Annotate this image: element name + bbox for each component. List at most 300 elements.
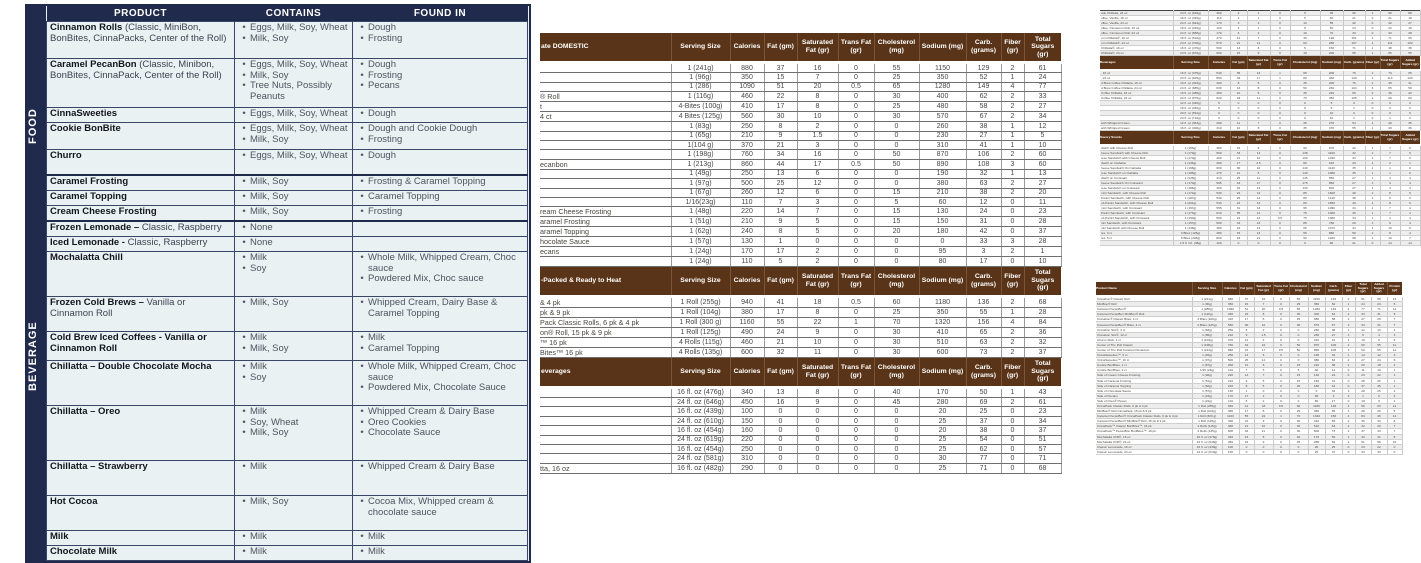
value-cell: 80 [919, 257, 966, 266]
value-cell: 1 [1387, 378, 1402, 383]
value-cell: 42 [966, 227, 1001, 237]
nutrition-row [540, 257, 1061, 266]
value-cell: 10 [1380, 226, 1400, 231]
product-name-bold: Cookie BonBite [50, 123, 121, 134]
value-cell: 36 [1400, 126, 1420, 131]
value-cell: 110 [1208, 16, 1230, 21]
bullet-item [356, 81, 524, 92]
value-cell: 50 [1289, 347, 1308, 352]
value-cell: 21 [764, 337, 797, 347]
column-header: Sodium (mg) [1308, 282, 1325, 296]
value-cell: 18 [1230, 236, 1247, 241]
found-in-cell [353, 221, 528, 237]
value-cell: 20 [1254, 307, 1273, 312]
value-cell: 0 [1273, 383, 1289, 388]
value-cell: 95 [1343, 51, 1365, 56]
value-cell: 33 [1343, 161, 1365, 166]
value-cell: 1 Roll (125g) [1192, 419, 1222, 424]
contains-cell [235, 108, 353, 123]
product-name-cell: ™ 16 pk [540, 337, 671, 347]
product-name-cell: tes, 5 ct [1100, 236, 1173, 241]
value-cell: 7 [1247, 36, 1270, 41]
value-cell: 6 [1400, 191, 1420, 196]
value-cell: 24 [1239, 419, 1254, 424]
contains-cell [235, 546, 353, 561]
value-cell: 101 [1343, 36, 1365, 41]
bullet-item [238, 407, 349, 418]
value-cell: 65 [966, 327, 1001, 337]
value-cell: 25 [1308, 449, 1325, 454]
value-cell: 25 [1289, 317, 1308, 322]
bullet-item [356, 344, 524, 355]
value-cell: 200 [1320, 81, 1343, 86]
value-cell: 0 [1273, 358, 1289, 363]
value-cell: 510 [919, 337, 966, 347]
value-cell: 0 [1270, 171, 1290, 176]
value-cell: 0 [1270, 86, 1290, 91]
value-cell: 1 (128g) [1173, 176, 1208, 181]
value-cell: 0 [1230, 116, 1247, 121]
value-cell: 1380 [1320, 216, 1343, 221]
product-name-bold: Churro [50, 150, 82, 161]
value-cell: 0 [1270, 121, 1290, 126]
value-cell: 13 [1387, 296, 1402, 302]
value-cell: 0 [1270, 21, 1290, 26]
value-cell: 0 [1365, 16, 1380, 21]
value-cell: 850 [1320, 181, 1343, 186]
product-cell [47, 175, 235, 191]
bullet-text: Frosting [368, 133, 403, 145]
product-name-bold: Caramel PecanBon [50, 59, 137, 70]
value-cell: 500 [1222, 358, 1239, 363]
value-cell: 0 [838, 207, 874, 217]
value-cell: 49 [1343, 191, 1365, 196]
value-cell: 130 [730, 237, 764, 247]
section-title: Savory Snacks [1100, 131, 1173, 146]
product-name-cell: Caramel PecanBon® MiniBon® Roll, 15 pk & 9 pk [1096, 419, 1192, 424]
column-header: Cholesterol (mg) [1290, 131, 1320, 146]
value-cell: 1 (286g) [1192, 307, 1222, 312]
value-cell: 16 [797, 63, 838, 73]
nutrition-row [540, 179, 1061, 188]
column-header: Fat (gm) [1239, 282, 1254, 296]
column-header: Sodium (mg) [919, 357, 966, 387]
value-cell: 0 [1400, 106, 1420, 111]
value-cell: 14 [1387, 307, 1402, 312]
bullet-icon: • [242, 80, 246, 91]
value-cell: 76 [1343, 70, 1365, 76]
value-cell: 0 [764, 445, 797, 454]
value-cell: 30 [919, 454, 966, 463]
product-name-detail: Vanilla or Cinnamon Roll [50, 297, 186, 319]
value-cell: 16 fl. oz (482g) [671, 463, 730, 473]
value-cell: 35 [1343, 166, 1365, 171]
product-name-cell: orn Chillatta®, 24 oz [1100, 41, 1173, 46]
bullet-icon: • [242, 206, 246, 217]
value-cell: 2 [1342, 322, 1355, 327]
value-cell: 490 [1222, 419, 1239, 424]
value-cell: 0 [1239, 449, 1254, 454]
column-header: Saturated Fat (gr) [797, 33, 838, 63]
product-name-cell [540, 188, 671, 197]
value-cell: 0 [838, 426, 874, 435]
value-cell: 2 [1001, 112, 1024, 122]
value-cell: 0 [1270, 126, 1290, 131]
product-name-cell [540, 63, 671, 73]
value-cell: 0 [797, 416, 838, 425]
value-cell: 1 (65g) [1192, 332, 1222, 337]
value-cell: 4 [1380, 181, 1400, 186]
bullet-text: Soy [250, 371, 267, 383]
value-cell: 2 [1001, 63, 1024, 73]
value-cell: 1 [1365, 36, 1380, 41]
value-cell: 180 [1308, 383, 1325, 388]
nutrition-row [1100, 196, 1420, 201]
value-cell: 0 [1001, 257, 1024, 266]
value-cell: 9 [1371, 337, 1387, 342]
value-cell: 8 [797, 92, 838, 102]
value-cell: 280 [919, 398, 966, 407]
value-cell: 80 [1320, 241, 1343, 246]
bullet-text: Milk, Soy [250, 206, 289, 217]
value-cell: 1 Roll (104g) [1192, 409, 1222, 414]
value-cell: 60 [1355, 342, 1371, 347]
value-cell: 1 [1365, 211, 1380, 216]
value-cell: 0 [1270, 241, 1290, 246]
found-in-list [356, 207, 524, 218]
bullet-item [356, 124, 524, 135]
bullet-item [356, 532, 524, 543]
value-cell: 24 [1230, 201, 1247, 206]
value-cell: 25 [874, 307, 919, 317]
bullet-item [238, 264, 349, 275]
column-header: Sodium (mg) [1320, 56, 1343, 71]
product-name-cell: on® Roll, 15 pk & 9 pk [540, 327, 671, 337]
value-cell: 110 [730, 197, 764, 206]
product-name-cell: offee, Vanilla, 24 oz [1100, 21, 1173, 26]
value-cell: 70 [874, 317, 919, 327]
value-cell: 65 [1400, 36, 1420, 41]
value-cell: 0 [1270, 236, 1290, 241]
value-cell: 33 [966, 237, 1001, 247]
value-cell: 510 [1308, 424, 1325, 429]
value-cell: 10 [1290, 51, 1320, 56]
value-cell: 35 [1343, 211, 1365, 216]
contains-list [238, 462, 349, 473]
bullet-item [238, 333, 349, 344]
found-in-cell [353, 22, 528, 59]
value-cell: 34 [1239, 342, 1254, 347]
value-cell: 0 [838, 337, 874, 347]
product-name-cell: dwich with Cheese Roll [1100, 145, 1173, 151]
bullet-icon: • [242, 496, 246, 507]
value-cell: 1 (96g) [671, 73, 730, 82]
value-cell: 1 Roll (255g) [671, 296, 730, 307]
column-header: Cholesterol (mg) [1290, 56, 1320, 71]
value-cell: 0 [1254, 444, 1273, 449]
product-name-bold: Iced Lemonade - [50, 237, 125, 248]
value-cell: 4 [1342, 307, 1355, 312]
value-cell: 0 [1308, 388, 1325, 393]
value-cell: 45 [1290, 36, 1320, 41]
value-cell: 113 [1380, 76, 1400, 81]
bullet-icon: • [360, 297, 364, 308]
value-cell: 570 [919, 112, 966, 122]
value-cell: 46 [1371, 414, 1387, 419]
value-cell: 0 [1001, 463, 1024, 473]
value-cell: 90 [1290, 236, 1320, 241]
value-cell: 63 [966, 179, 1001, 188]
value-cell: 180 [919, 227, 966, 237]
value-cell: 0 [1273, 317, 1289, 322]
value-cell: 8 [1247, 145, 1270, 151]
allergen-row [47, 206, 528, 222]
value-cell: 1150 [919, 63, 966, 73]
value-cell: 24 fl. oz (619g) [671, 435, 730, 444]
product-name-bold: Frozen Cold Brews – [50, 297, 144, 308]
bullet-icon: • [360, 108, 364, 119]
value-cell: 5 [1290, 46, 1320, 51]
value-cell: 15 [1289, 378, 1308, 383]
nutrition-grid [1096, 282, 1403, 455]
value-cell: 6 [1400, 156, 1420, 161]
value-cell: 250 [730, 122, 764, 131]
value-cell: 44 [764, 159, 797, 169]
value-cell: 0 [1270, 116, 1290, 121]
bullet-text: Milk [250, 406, 267, 417]
value-cell: 50 [874, 150, 919, 159]
value-cell: 250 [1222, 353, 1239, 358]
value-cell: 850 [1208, 76, 1230, 81]
contains-list [238, 407, 349, 439]
bullet-icon: • [242, 176, 246, 187]
value-cell: 55 [764, 317, 797, 327]
value-cell: 350 [919, 307, 966, 317]
value-cell: 0 [1270, 226, 1290, 231]
value-cell: 600 [919, 347, 966, 357]
value-cell: 145 [1290, 176, 1320, 181]
value-cell: 13 [1024, 169, 1061, 178]
value-cell: 1 [1355, 393, 1371, 398]
value-cell: 0 [764, 435, 797, 444]
value-cell: 7 [797, 73, 838, 82]
value-cell: 41 [1325, 337, 1342, 342]
value-cell: 1150 [1308, 296, 1325, 302]
value-cell: 31 [1230, 206, 1247, 211]
value-cell: 0 [1247, 241, 1270, 246]
value-cell: 49 [1380, 126, 1400, 131]
value-cell: 1 (198g) [671, 150, 730, 159]
product-cell [47, 22, 235, 59]
value-cell: 4 Rolls (115g) [671, 337, 730, 347]
product-name-cell [540, 445, 671, 454]
nutrition-row [540, 398, 1061, 407]
value-cell: 6 [1400, 145, 1420, 151]
value-cell: 1 Roll (300 g) [1192, 414, 1222, 419]
value-cell: 0.5 [1273, 307, 1289, 312]
value-cell: 156 [966, 317, 1001, 327]
value-cell: 15 [1230, 145, 1247, 151]
value-cell: 8 [1239, 383, 1254, 388]
column-header: Serving Size [671, 33, 730, 63]
value-cell: 3 [1387, 353, 1402, 358]
value-cell: 260 [919, 122, 966, 131]
column-header: Total Sugars (gr) [1024, 357, 1061, 387]
bullet-icon: • [360, 496, 364, 507]
value-cell: 10 [1320, 116, 1343, 121]
value-cell: 9 [1247, 51, 1270, 56]
value-cell: 170 [919, 387, 966, 397]
value-cell: 470 [1208, 171, 1230, 176]
value-cell: 410 [1208, 176, 1230, 181]
value-cell: 14 [1239, 373, 1254, 378]
nutrition-row [540, 317, 1061, 327]
column-header: Sodium (mg) [919, 33, 966, 63]
column-header: Fat (gm) [764, 33, 797, 63]
value-cell: 20 [874, 227, 919, 237]
value-cell: 0 [838, 102, 874, 112]
bullet-icon: • [360, 416, 364, 428]
value-cell: 0 [1342, 383, 1355, 388]
value-cell: 34 [764, 150, 797, 159]
bullet-item [238, 428, 349, 439]
value-cell: 25 [1371, 388, 1387, 393]
value-cell: 11 [1254, 429, 1273, 434]
value-cell: 0 [1387, 449, 1402, 454]
value-cell: 41 [764, 296, 797, 307]
bullet-text: Eggs, Milk, Soy, Wheat [250, 123, 348, 134]
value-cell: 1 [764, 237, 797, 247]
value-cell: 10 [1355, 398, 1371, 403]
column-header: Cholesterol (mg) [874, 33, 919, 63]
value-cell: 23 [1355, 373, 1371, 378]
value-cell: 25 [764, 179, 797, 188]
value-cell: 0 [874, 169, 919, 178]
value-cell: 22 [1254, 414, 1273, 419]
value-cell: 2 [1001, 102, 1024, 112]
bullet-icon: • [242, 191, 246, 202]
product-name-cell: heese Sandwich On Ciabatta [1100, 166, 1173, 171]
product-name-bold: Cream Cheese Frosting [50, 206, 157, 217]
bullet-icon: • [242, 22, 246, 33]
value-cell: 350 [919, 73, 966, 82]
bullet-icon: • [242, 342, 246, 354]
value-cell: 33 [1355, 312, 1371, 317]
value-cell: 400 [1208, 91, 1230, 96]
value-cell: 36 [1355, 419, 1371, 424]
nutrition-row [540, 159, 1061, 169]
bullet-icon: • [242, 59, 246, 70]
value-cell: 3 [1365, 86, 1380, 91]
value-cell: 0 [838, 92, 874, 102]
product-cell [47, 546, 235, 561]
value-cell: 24 [966, 207, 1001, 217]
value-cell: 3 [1254, 368, 1273, 373]
value-cell: 1 (201g) [1173, 201, 1208, 206]
value-cell: 0 [1380, 106, 1400, 111]
value-cell: 150 [919, 217, 966, 227]
column-header: Added Sugars (gr) [1371, 282, 1387, 296]
value-cell: 22 [1371, 373, 1387, 378]
value-cell: 0 [838, 416, 874, 425]
value-cell: 13 [1247, 226, 1270, 231]
product-cell [47, 252, 235, 297]
section-header-row [540, 357, 1061, 387]
value-cell: 0 [797, 237, 838, 247]
value-cell: 0 [1289, 388, 1308, 393]
value-cell: 10 [1371, 327, 1387, 332]
value-cell: 350 [730, 73, 764, 82]
value-cell: 38 [1400, 46, 1420, 51]
value-cell: 4 [1400, 176, 1420, 181]
value-cell: 220 [730, 207, 764, 217]
value-cell: 170 [1308, 434, 1325, 439]
product-name-cell: offee, Cinnamon Roll, 24 oz [1100, 31, 1173, 36]
value-cell: 5 [1254, 378, 1273, 383]
value-cell: 1 [1342, 434, 1355, 439]
value-cell: 8 [1247, 86, 1270, 91]
value-cell: 350 [1222, 302, 1239, 307]
value-cell: 13 [1239, 353, 1254, 358]
value-cell: 0 [838, 73, 874, 82]
value-cell: 4 [1400, 211, 1420, 216]
value-cell: 15 [1230, 51, 1247, 56]
product-name [50, 298, 231, 319]
value-cell: 4 [1001, 317, 1024, 327]
group-label-beverage: BEVERAGE [27, 321, 39, 391]
value-cell: 136 [1325, 403, 1342, 408]
section-header-row [1100, 131, 1420, 146]
value-cell: 1 [1365, 51, 1380, 56]
bullet-item [356, 462, 524, 473]
allergen-grid [46, 6, 528, 561]
product-name [50, 151, 231, 162]
value-cell: 1 (51g) [671, 217, 730, 227]
value-cell: 29 [1343, 221, 1365, 226]
value-cell: 880 [1222, 296, 1239, 302]
product-name-cell [540, 179, 671, 188]
value-cell: 4 Rolls (135g) [671, 347, 730, 357]
product-cell [47, 59, 235, 108]
nutrition-table-products-mini [1096, 282, 1404, 455]
value-cell: 24 [1230, 226, 1247, 231]
value-cell: 27 [1343, 176, 1365, 181]
product-name-cell: Coffee Chillatta, 16 oz [1100, 91, 1173, 96]
value-cell: 4 Bites (125g) [671, 112, 730, 122]
value-cell: 33 [1230, 151, 1247, 156]
value-cell: 1650 [1320, 201, 1343, 206]
column-header: Protein (gr) [1387, 282, 1402, 296]
contains-list [238, 109, 349, 120]
value-cell: 1 [1365, 176, 1380, 181]
column-header: Calories [730, 357, 764, 387]
product-name-cell: d Brew Coffee Chillatta, 16 oz [1100, 81, 1173, 86]
value-cell: 0 [1230, 111, 1247, 116]
product-name [50, 192, 231, 203]
value-cell: 1 [1365, 226, 1380, 231]
value-cell: 0 [1254, 449, 1273, 454]
bullet-item [356, 253, 524, 274]
nutrition-row [540, 407, 1061, 416]
value-cell: 22 [1380, 26, 1400, 31]
bullet-icon: • [242, 332, 246, 343]
value-cell: 380 [919, 179, 966, 188]
value-cell: 0 [1270, 16, 1290, 21]
value-cell: 25 [874, 73, 919, 82]
value-cell: 1 [1001, 307, 1024, 317]
value-cell: 1 [1343, 116, 1365, 121]
nutrition-row [540, 237, 1061, 247]
